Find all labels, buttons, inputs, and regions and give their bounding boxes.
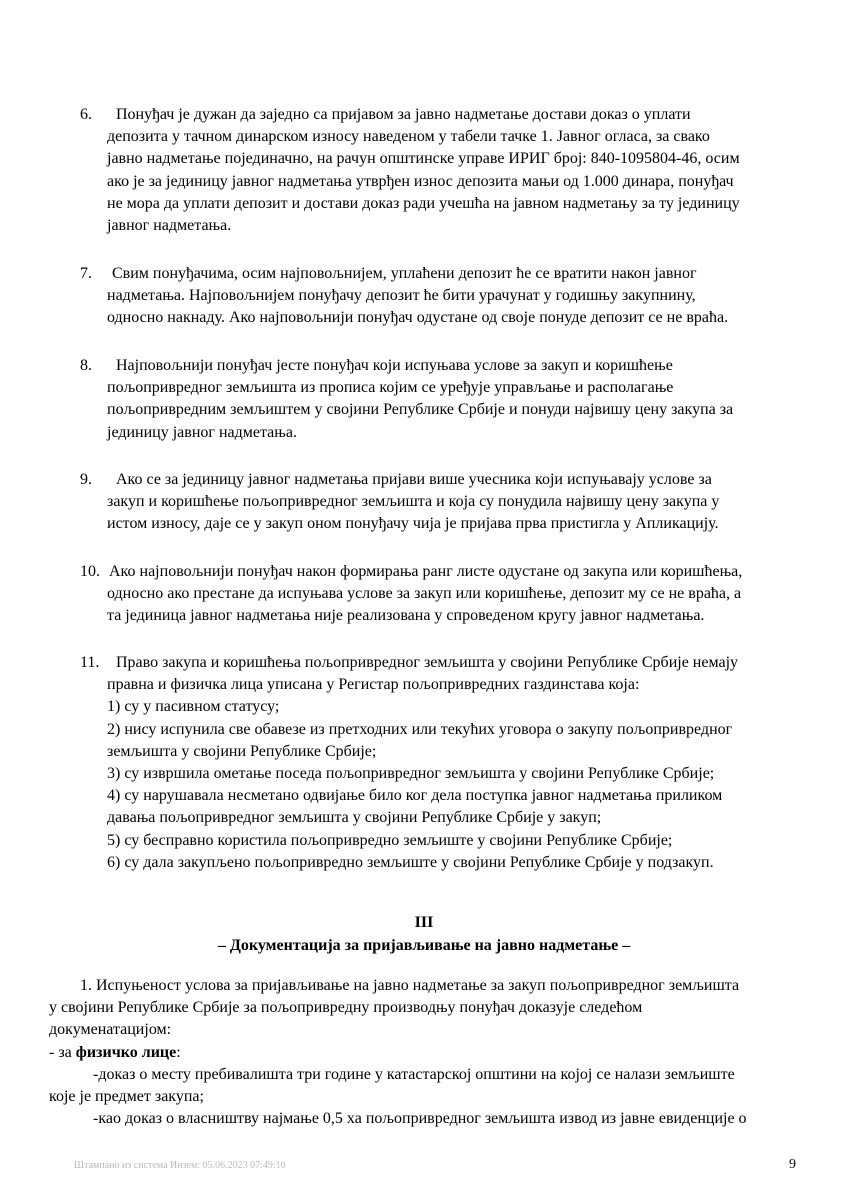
item-line: та јединица јавног надметања није реализована у спроведеном кругу јавног надметања. xyxy=(107,607,705,625)
requirement-line: -као доказ о власништву најмање 0,5 ха пољопривредног земљишта извод из јавне евиденције о xyxy=(93,1110,747,1128)
item-line: 1) су у пасивном статусу; xyxy=(107,698,280,716)
documentation-paragraph xyxy=(49,975,809,1130)
physical-person-heading xyxy=(49,1042,809,1064)
list-item-6 xyxy=(80,104,800,237)
requirement-line: -доказ о месту пребивалишта три године у катастарској општини на којој се налази земљиште xyxy=(93,1065,735,1083)
item-line: 4) су нарушавала несметано одвијање било ког дела поступка јавног надметања приликом xyxy=(107,787,723,805)
item-line: правна и физичка лица уписана у Регистар пољопривредних газдинстава која: xyxy=(107,676,640,694)
list-item-10 xyxy=(80,561,800,628)
item-line: 5) су бесправно користила пољопривредно земљиште у својини Републике Србије; xyxy=(107,831,673,849)
item-number: 6. xyxy=(80,106,92,123)
list-item-9 xyxy=(80,469,800,536)
list-item-8 xyxy=(80,355,800,444)
item-number: 7. xyxy=(80,265,92,282)
heading-suffix: : xyxy=(176,1043,181,1061)
item-line: Право закупа и коришћења пољопривредног земљишта у својини Републике Србије немају xyxy=(116,654,739,671)
item-line: односно накнаду. Ако најповољнији понуђач одустане од своје понуде депозит се не враћа. xyxy=(107,309,729,327)
item-line: земљишта у својини Републике Србије; xyxy=(107,742,377,760)
heading-prefix: - за xyxy=(49,1043,76,1061)
paragraph-line: докуменатацијом: xyxy=(49,1021,172,1039)
item-line: ако је за јединицу јавног надметања утврђен износ депозита мањи од 1.000 динара, понуђач xyxy=(107,172,734,190)
item-line: 2) нису испунила све обавезе из претходних или текућих уговора о закупу пољопривредног xyxy=(107,720,733,738)
item-line: јавно надметање појединачно, на рачун општинске управе ИРИГ број: 840-1095804-46, осим xyxy=(107,150,740,168)
list-item-11 xyxy=(80,652,800,874)
section-numeral: III xyxy=(414,914,434,931)
item-line: 6) су дала закупљено пољопривредно земљиште у својини Републике Србије у подзакуп. xyxy=(107,853,714,871)
item-line: давања пољопривредног земљишта у својини Републике Србије у закуп; xyxy=(107,809,602,827)
item-number: 9. xyxy=(80,471,92,488)
item-line: закуп и коришћење пољопривредног земљишта и која су понудила највишу цену закупа у xyxy=(107,493,720,511)
item-line: Понуђач је дужан да заједно са пријавом за јавно надметање достави доказ о уплати xyxy=(116,106,691,123)
item-number: 8. xyxy=(80,357,92,374)
item-line: пољопривредним земљиштем у својини Републике Србије и понуди највишу цену закупа за xyxy=(107,401,734,419)
requirement-line: које је предмет закупа; xyxy=(49,1088,204,1106)
item-line: односно ако престане да испуњава услове за закуп или коришћење, депозит му се не враћа, а xyxy=(107,585,742,603)
page-number: 9 xyxy=(789,1157,796,1172)
item-line: истом износу, даје се у закуп оном понуђачу чија је пријава прва пристигла у Апликацију. xyxy=(107,515,719,533)
heading-bold: физичко лице xyxy=(75,1043,177,1061)
paragraph-line: 1. Испуњеност услова за пријављивање на јавно надметање за закуп пољопривредног земљишта xyxy=(80,977,740,994)
item-number: 11. xyxy=(80,654,100,671)
paragraph-line: у својини Републике Србије за пољопривредну производњу понуђач доказује следећом xyxy=(49,999,643,1017)
item-line: јединицу јавног надметања. xyxy=(107,423,297,441)
item-number: 10. xyxy=(80,563,100,580)
print-stamp: Штампано из система Инзем: 05.06.2023 07:49:10 xyxy=(74,1160,286,1171)
item-line: не мора да уплати депозит и достави доказ ради учешћа на јавном надметању за ту јединицу xyxy=(107,194,740,212)
list-item-7 xyxy=(80,263,800,330)
item-line: надметања. Најповољнијем понуђачу депозит ће бити урачунат у годишњу закупнину, xyxy=(107,287,696,305)
item-line: Ако најповољнији понуђач након формирања ранг листе одустане од закупа или коришћења, xyxy=(109,563,743,580)
item-line: Ако се за јединицу јавног надметања пријави више учесника који испуњавају услове за xyxy=(116,471,712,488)
item-line: јавног надметања. xyxy=(107,217,232,235)
item-line: пољопривредног земљишта из прописа којим се уређује управљање и располагање xyxy=(107,379,674,397)
item-line: Свим понуђачима, осим најповољнијем, уплаћени депозит ће се вратити након јавног xyxy=(112,265,697,282)
item-line: депозита у тачном динарском износу наведеном у табели тачке 1. Јавног огласа, за свако xyxy=(107,128,710,146)
item-line: 3) су извршила ометање поседа пољопривредног земљишта у својини Републике Србије; xyxy=(107,765,715,783)
section-title: – Документација за пријављивање на јавно надметање – xyxy=(217,937,631,954)
item-line: Најповољнији понуђач јесте понуђач који испуњава услове за закуп и коришћење xyxy=(116,357,673,374)
